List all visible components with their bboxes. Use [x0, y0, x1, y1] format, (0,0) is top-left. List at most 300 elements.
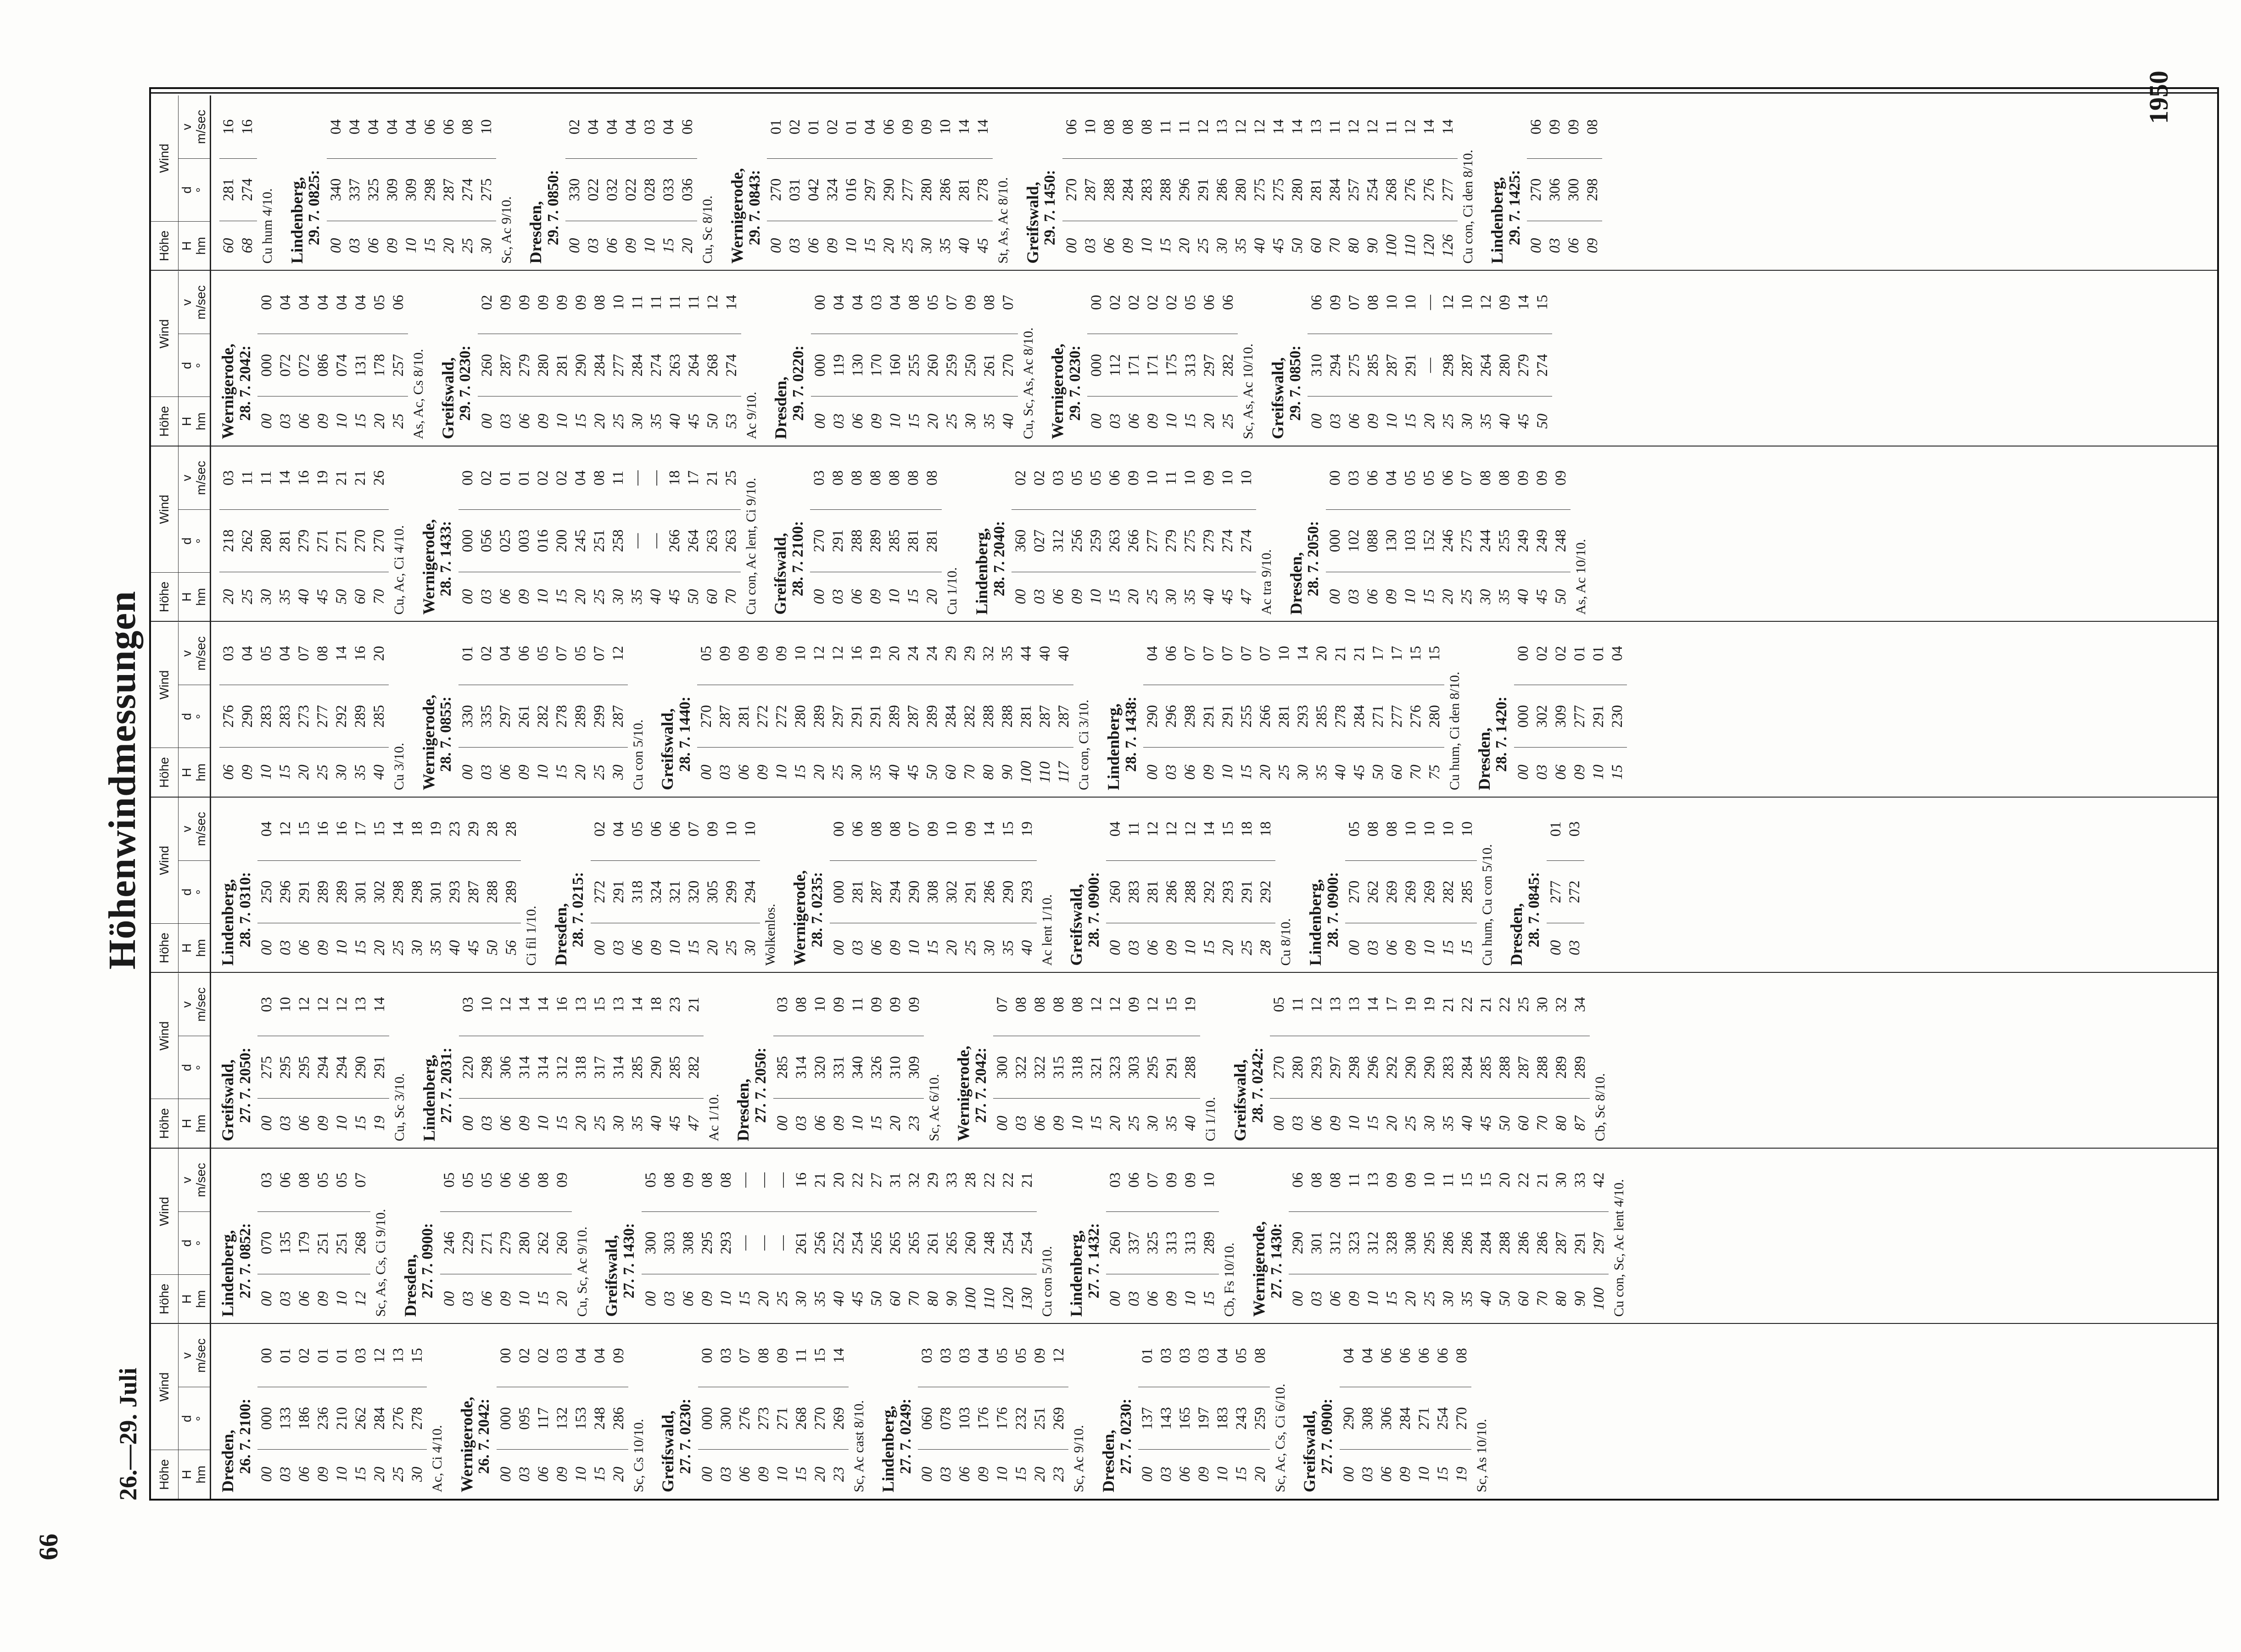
table-row: [886, 271, 905, 446]
table-row: [1533, 271, 1552, 446]
speed-value: 14: [1439, 119, 1456, 135]
direction-value: 290: [647, 1036, 666, 1099]
height-value: 09: [1397, 1467, 1414, 1482]
speed-value: 10: [1276, 646, 1293, 661]
station-block: [880, 1324, 1087, 1499]
speed-value: 01: [843, 119, 860, 135]
table-row: [697, 622, 716, 797]
header-wind: Wind: [151, 271, 179, 397]
direction-value: 197: [1195, 1387, 1213, 1450]
table-row: [1547, 798, 1565, 972]
direction-value: 254: [1018, 1211, 1037, 1274]
speed-value: 08: [296, 1172, 313, 1188]
direction-value: 299: [590, 685, 609, 748]
height-value: 100: [1018, 760, 1035, 784]
height-value: 10: [1163, 413, 1180, 429]
table-row: [1583, 95, 1602, 270]
height-value: 45: [465, 940, 482, 955]
speed-value: 10: [1383, 295, 1400, 310]
table-row: [1565, 798, 1584, 972]
direction-value: 218: [219, 509, 238, 572]
station-datetime: 28. 7. 0310:: [236, 872, 254, 948]
station-block: [458, 1324, 647, 1499]
table-row: [1439, 1149, 1458, 1323]
table-row: [628, 271, 647, 446]
direction-value: 306: [1377, 1387, 1396, 1450]
speed-value: 29: [465, 821, 482, 837]
speed-value: 03: [258, 1172, 275, 1188]
speed-value: 09: [754, 646, 771, 661]
table-row: [257, 798, 276, 972]
height-value: 110: [981, 1288, 998, 1310]
table-row: [1219, 271, 1238, 446]
direction-value: 277: [1388, 685, 1407, 748]
table-row: [772, 622, 791, 797]
table-row: [1326, 1149, 1345, 1323]
direction-value: 291: [1402, 334, 1420, 397]
table-row: [1345, 446, 1364, 621]
speed-value: 14: [1295, 646, 1312, 661]
speed-value: 15: [409, 1348, 426, 1363]
height-value: 50: [333, 589, 350, 604]
height-value: 40: [1496, 413, 1513, 429]
speed-value: 14: [830, 1348, 847, 1363]
height-value: 100: [1590, 1287, 1607, 1310]
direction-value: 283: [257, 685, 276, 748]
height-value: 20: [220, 589, 237, 604]
table-row: [238, 446, 257, 621]
station-name: Wernigerode,: [1048, 343, 1067, 439]
column-body: [211, 446, 1589, 621]
speed-value: 06: [1063, 119, 1080, 135]
cloud-note: Sc, Ac 9/10.: [498, 196, 514, 264]
height-value: 06: [1565, 238, 1582, 253]
height-value: 06: [497, 1116, 514, 1131]
table-row: [446, 798, 464, 972]
speed-value: 10: [943, 821, 960, 837]
table-row: [974, 1324, 993, 1499]
table-row: [1439, 798, 1458, 972]
height-value: 03: [1126, 940, 1143, 955]
station-block: [729, 95, 1012, 270]
speed-value: 14: [629, 997, 646, 1012]
speed-value: 14: [390, 821, 407, 837]
direction-value: 257: [1345, 158, 1364, 221]
table-row: [666, 798, 685, 972]
height-value: 80: [1553, 1291, 1570, 1306]
table-row: [1200, 798, 1219, 972]
height-value: 25: [1276, 765, 1293, 780]
table-row: [327, 95, 346, 270]
cloud-note: Cu con, Ci 3/10.: [1076, 699, 1092, 790]
direction-value: 289: [333, 860, 352, 923]
table-row: [647, 446, 665, 621]
table-row: [313, 622, 332, 797]
direction-value: 175: [1162, 334, 1181, 397]
direction-value: 337: [1125, 1211, 1144, 1274]
direction-value: 300: [642, 1211, 660, 1274]
speed-value: 08: [905, 295, 922, 310]
table-row: [849, 1149, 867, 1323]
height-value: 00: [1063, 238, 1080, 253]
speed-value: 10: [1459, 821, 1475, 837]
height-value: 09: [1163, 940, 1180, 955]
table-row: [584, 95, 603, 270]
height-value: 15: [1440, 940, 1457, 955]
direction-value: 287: [1055, 685, 1073, 748]
direction-value: 283: [276, 685, 295, 748]
height-value: 50: [685, 589, 702, 604]
direction-value: 280: [791, 685, 810, 748]
height-value: 35: [981, 413, 998, 429]
height-value: 00: [459, 1116, 476, 1131]
direction-value: 313: [1162, 1211, 1181, 1274]
direction-value: 287: [904, 685, 923, 748]
height-value: 15: [1383, 1291, 1400, 1306]
direction-value: 295: [276, 1036, 295, 1099]
table-row: [1552, 973, 1571, 1148]
column-body: [211, 95, 1602, 270]
direction-value: 248: [591, 1387, 609, 1450]
height-value: 06: [497, 765, 514, 780]
speed-value: 03: [258, 997, 275, 1012]
direction-value: 303: [1125, 1036, 1144, 1099]
station-block: [219, 271, 427, 446]
speed-value: 00: [1514, 646, 1531, 661]
table-row: [515, 1324, 534, 1499]
height-value: 15: [1364, 1116, 1381, 1131]
header-deg: °: [194, 714, 208, 720]
direction-value: 259: [943, 334, 961, 397]
header-v: v: [179, 299, 194, 306]
direction-value: 282: [534, 685, 553, 748]
table-row: [886, 1149, 905, 1323]
header-speed-unit: [179, 446, 210, 509]
table-row: [257, 271, 276, 446]
direction-value: 264: [684, 509, 703, 572]
speed-value: 12: [811, 646, 828, 661]
height-value: 09: [1201, 765, 1218, 780]
direction-value: 254: [849, 1211, 867, 1274]
speed-value: 07: [1238, 646, 1255, 661]
height-value: 20: [755, 1291, 772, 1306]
direction-value: 274: [722, 334, 741, 397]
direction-value: 300: [1565, 158, 1583, 221]
header-wind: Wind: [151, 798, 179, 923]
height-value: 35: [1313, 765, 1330, 780]
table-row: [741, 798, 760, 972]
speed-value: 08: [1327, 1172, 1344, 1188]
speed-value: 06: [1220, 295, 1237, 310]
table-row: [754, 622, 772, 797]
direction-value: 273: [754, 1387, 773, 1450]
height-value: 00: [441, 1291, 458, 1306]
table-row: [684, 446, 703, 621]
speed-value: 08: [924, 470, 941, 486]
speed-value: 15: [811, 1348, 828, 1363]
speed-value: 04: [862, 119, 879, 135]
height-value: 10: [1088, 589, 1105, 604]
height-value: 03: [1308, 1291, 1325, 1306]
column-header: [151, 95, 211, 270]
speed-value: 06: [1308, 295, 1325, 310]
speed-value: 08: [1383, 821, 1400, 837]
station-name: Lindenberg,: [218, 1230, 237, 1317]
direction-value: 303: [660, 1211, 679, 1274]
direction-value: 276: [1420, 158, 1439, 221]
direction-value: 330: [458, 685, 477, 748]
direction-value: 290: [905, 860, 924, 923]
height-value: 10: [334, 940, 351, 955]
direction-value: 296: [276, 860, 295, 923]
table-row: [295, 1324, 314, 1499]
station-block: [659, 1324, 867, 1499]
speed-value: 05: [572, 646, 589, 661]
height-value: 20: [924, 413, 941, 429]
height-value: 30: [918, 238, 935, 253]
direction-value: 254: [999, 1211, 1018, 1274]
header-deg: °: [194, 363, 208, 368]
station-datetime: 28. 7. 2100:: [789, 521, 806, 597]
height-value: 09: [315, 1467, 332, 1482]
speed-value: 09: [1383, 1172, 1400, 1188]
height-value: 15: [1182, 413, 1199, 429]
height-value: 15: [1013, 1467, 1030, 1482]
direction-value: 033: [659, 158, 678, 221]
table-row: [1125, 1149, 1144, 1323]
direction-value: 313: [1181, 334, 1200, 397]
direction-value: 275: [1458, 509, 1476, 572]
direction-value: 286: [1514, 1211, 1533, 1274]
speed-value: 16: [849, 646, 866, 661]
header-height-unit: [179, 923, 210, 972]
header-speed-unit: [179, 973, 210, 1036]
table-row: [314, 798, 333, 972]
table-row: [459, 1149, 478, 1323]
speed-value: 04: [327, 119, 344, 135]
direction-value: 293: [717, 1211, 736, 1274]
station-name: Lindenberg,: [287, 177, 306, 264]
speed-value: 12: [1308, 997, 1325, 1012]
speed-value: 12: [1145, 997, 1162, 1012]
direction-value: 016: [842, 158, 861, 221]
table-row: [622, 95, 641, 270]
direction-value: 275: [1345, 334, 1364, 397]
table-row: [332, 622, 351, 797]
height-value: 20: [887, 1116, 904, 1131]
direction-value: 277: [1439, 158, 1458, 221]
height-value: 09: [824, 238, 841, 253]
table-row: [1087, 271, 1106, 446]
speed-value: 19: [314, 470, 331, 486]
height-value: 70: [722, 589, 739, 604]
speed-value: 01: [1547, 821, 1564, 837]
station-name: Greifswald,: [1067, 884, 1086, 966]
height-value: 50: [868, 1291, 885, 1306]
height-value: 15: [905, 589, 922, 604]
table-row: [1388, 622, 1407, 797]
direction-value: 095: [515, 1387, 534, 1450]
speed-value: 20: [886, 646, 903, 661]
column-header: [151, 1324, 211, 1499]
direction-value: 277: [1547, 860, 1565, 923]
height-value: 10: [516, 1291, 533, 1306]
direction-value: 323: [1106, 1036, 1125, 1099]
page-title: Höhenwindmessungen: [101, 591, 144, 970]
table-row: [767, 95, 786, 270]
speed-value: 04: [975, 1348, 992, 1363]
header-deg: °: [194, 1240, 208, 1246]
height-value: 10: [1590, 765, 1607, 780]
speed-value: 02: [566, 119, 583, 135]
height-value: 00: [1144, 765, 1161, 780]
speed-value: 20: [1313, 646, 1330, 661]
speed-value: 15: [591, 997, 608, 1012]
direction-value: 103: [956, 1387, 974, 1450]
speed-value: 08: [699, 1172, 715, 1188]
table-row: [1514, 973, 1533, 1148]
speed-value: 12: [334, 997, 351, 1012]
height-value: 06: [1101, 238, 1118, 253]
table-row: [1345, 95, 1364, 270]
direction-value: 279: [1200, 509, 1218, 572]
table-row: [722, 798, 741, 972]
station-block: [219, 1324, 446, 1499]
direction-value: 264: [1477, 334, 1496, 397]
height-value: 30: [409, 940, 426, 955]
speed-value: 14: [981, 821, 998, 837]
speed-value: 09: [905, 997, 922, 1012]
table-row: [1288, 95, 1307, 270]
height-value: 03: [277, 1116, 294, 1131]
speed-value: 21: [1018, 1172, 1035, 1188]
height-value: 60: [1515, 1291, 1532, 1306]
table-row: [352, 798, 370, 972]
direction-value: 298: [1439, 334, 1458, 397]
speed-value: 06: [849, 821, 866, 837]
station-datetime: 28. 7. 2042:: [236, 345, 254, 421]
table-row: [609, 798, 628, 972]
height-value: 10: [534, 589, 551, 604]
direction-value: 297: [829, 685, 848, 748]
header-d: d: [179, 713, 194, 720]
column-header: [151, 1149, 211, 1323]
speed-value: —: [1421, 295, 1438, 310]
direction-value: 274: [458, 158, 477, 221]
header-height-unit: [179, 748, 210, 797]
speed-value: 11: [258, 470, 274, 486]
direction-value: 165: [1176, 1387, 1195, 1450]
height-value: 30: [742, 940, 759, 955]
speed-value: 09: [1327, 295, 1344, 310]
height-value: 00: [1088, 413, 1105, 429]
direction-value: 027: [1030, 509, 1049, 572]
cloud-note: Cb, Fs 10/10.: [1222, 1242, 1237, 1317]
speed-value: 11: [685, 295, 702, 310]
header-direction-unit: [179, 1036, 210, 1099]
cloud-note: Wolkenlos.: [762, 904, 778, 966]
table-row: [1106, 973, 1125, 1148]
speed-value: 06: [666, 821, 683, 837]
table-row: [923, 622, 942, 797]
table-row: [942, 622, 961, 797]
speed-value: 05: [478, 1172, 495, 1188]
table-row: [1068, 446, 1087, 621]
direction-value: 282: [961, 685, 979, 748]
direction-value: 060: [918, 1387, 937, 1450]
height-value: 60: [943, 765, 960, 780]
speed-value: 04: [849, 295, 866, 310]
speed-value: 12: [1107, 997, 1124, 1012]
station-datetime: 28. 7. 0215:: [570, 872, 587, 948]
speed-value: 11: [629, 295, 646, 310]
height-value: 06: [849, 413, 866, 429]
direction-value: 287: [1458, 334, 1477, 397]
table-row: [1219, 798, 1238, 972]
direction-value: 152: [1420, 509, 1439, 572]
height-value: 00: [258, 1467, 275, 1482]
direction-value: 320: [685, 860, 704, 923]
speed-value: 11: [648, 295, 665, 310]
speed-value: 05: [334, 1172, 351, 1188]
direction-value: 246: [440, 1211, 459, 1274]
speed-value: 05: [1088, 470, 1105, 486]
direction-value: 261: [792, 1211, 811, 1274]
table-row: [1552, 446, 1570, 621]
table-row: [496, 622, 515, 797]
height-value: 25: [390, 1467, 407, 1482]
height-value: 00: [258, 413, 275, 429]
speed-value: 09: [553, 1172, 570, 1188]
speed-value: 12: [1402, 119, 1419, 135]
header-d: d: [179, 1064, 194, 1072]
table-row: [1364, 973, 1383, 1148]
table-row: [811, 1324, 830, 1499]
station-name: Wernigerode,: [419, 519, 438, 615]
header-ms: m/sec: [194, 812, 208, 846]
speed-value: 08: [1364, 295, 1381, 310]
direction-value: 291: [866, 685, 885, 748]
direction-value: 302: [943, 860, 961, 923]
direction-value: 305: [704, 860, 722, 923]
direction-value: 298: [421, 158, 440, 221]
height-value: 03: [793, 1116, 810, 1131]
table-row: [773, 973, 792, 1148]
direction-value: 268: [704, 334, 722, 397]
station-block: [973, 446, 1275, 621]
speed-value: 05: [924, 295, 941, 310]
table-row: [1401, 95, 1420, 270]
height-value: 03: [787, 238, 804, 253]
table-row: [999, 798, 1018, 972]
table-row: [1232, 1324, 1251, 1499]
height-value: 75: [1426, 765, 1443, 780]
direction-value: 285: [1477, 1036, 1496, 1099]
station-name: Greifswald,: [1300, 1410, 1319, 1492]
direction-value: 302: [370, 860, 389, 923]
speed-value: 06: [516, 1172, 533, 1188]
cloud-note: Ac lent 1/10.: [1039, 894, 1055, 966]
height-value: 25: [962, 940, 979, 955]
height-value: 23: [830, 1467, 847, 1482]
height-value: 09: [1119, 238, 1136, 253]
header-hoehe: Höhe: [151, 572, 179, 621]
station-block: [1232, 973, 1609, 1148]
height-value: 28: [1257, 940, 1274, 955]
table-row: [515, 622, 534, 797]
direction-value: 286: [1458, 1211, 1477, 1274]
direction-value: 312: [553, 1036, 572, 1099]
